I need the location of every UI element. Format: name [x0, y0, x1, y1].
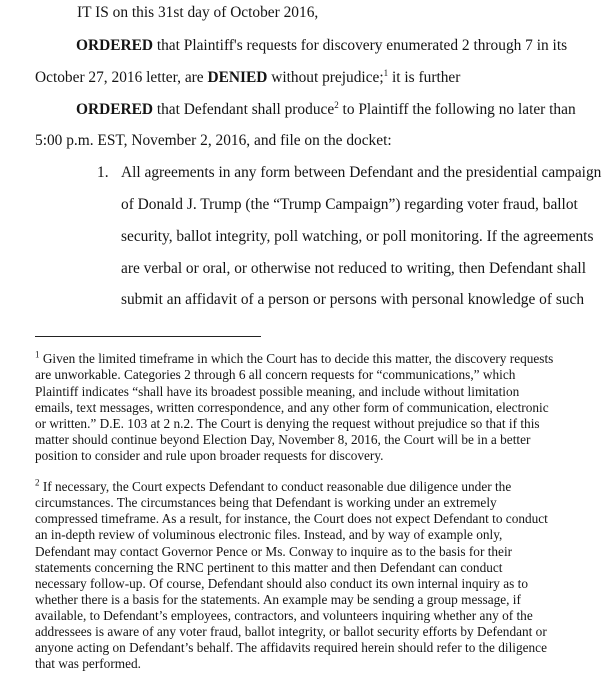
footnote-ref-2[interactable]: 2: [334, 99, 339, 110]
footnote-mark-1: 1: [35, 349, 40, 360]
footnote-2-line: circumstances. The circumstances being that Defendant is working under an extremely: [35, 495, 497, 510]
denied-word: DENIED: [207, 69, 268, 86]
footnote-1-line: emails, text messages, written correspondence, and any other form of communication, electronic: [35, 400, 549, 415]
footnote-mark-2: 2: [35, 477, 40, 488]
paragraph-it-is: IT IS on this 31st day of October 2016,: [77, 4, 319, 21]
footnote-1-line: [35, 351, 553, 367]
list-item-line: security, ballot integrity, poll watching, or poll monitoring. If the agreements: [121, 228, 594, 245]
footnote-2-line: that was performed.: [35, 656, 141, 671]
footnote-1-line: matter should continue beyond Election Day, November 8, 2016, the Court will be in a better: [35, 432, 531, 447]
text: to Plaintiff the following no later than: [342, 101, 576, 118]
ordered-heading: ORDERED: [76, 37, 153, 54]
footnote-ref-1[interactable]: 1: [383, 67, 389, 78]
text: If necessary, the Court expects Defendant to conduct reasonable due diligence under the: [42, 479, 512, 494]
list-item-number: 1.: [97, 164, 109, 181]
footnote-2-line: [35, 479, 511, 495]
text: Given the limited timeframe in which the Court has to decide this matter, the discovery requests: [42, 351, 554, 366]
footnote-1-line: Plaintiff indicates “shall have its broadest possible meaning, and include without limitation: [35, 384, 520, 399]
ordered-paragraph-1-line-1: [76, 37, 567, 55]
footnote-2-line: available, to Defendant’s employees, contractors, and volunteers inquiring whether any of the: [35, 608, 533, 623]
footnote-1-line: are unworkable. Categories 2 through 6 all concern requests for “communications,” which: [35, 367, 516, 382]
footnote-2-line: an in-depth review of voluminous electronic files. Instead, and by way of example only,: [35, 527, 503, 542]
ordered-paragraph-2-line-2: 5:00 p.m. EST, November 2, 2016, and file on the docket:: [35, 132, 392, 149]
list-item-line: of Donald J. Trump (the “Trump Campaign”) regarding voter fraud, ballot: [121, 196, 578, 213]
ordered-paragraph-1-line-2: [35, 69, 460, 87]
footnote-2-line: Defendant may contact Governor Pence or Ms. Conway to inquire as to the basis for their: [35, 544, 513, 559]
footnote-2-line: anyone acting on Defendant’s behalf. The affidavits required herein should refer to the diligence: [35, 640, 547, 655]
footnote-2-line: necessary follow-up. Of course, Defendant should also conduct its own internal inquiry as to: [35, 576, 528, 591]
footnote-2-line: addressees is aware of any voter fraud, ballot integrity, or ballot security efforts by Defendant or: [35, 624, 547, 639]
footnote-2-line: compressed timeframe. As a result, for instance, the Court does not expect Defendant to conduct: [35, 511, 548, 526]
footnote-1-line: or written.” D.E. 103 at 2 n.2. The Court is denying the request without prejudice so that if this: [35, 416, 540, 431]
ordered-heading: ORDERED: [76, 101, 153, 118]
list-item-line: All agreements in any form between Defendant and the presidential campaign: [121, 164, 602, 181]
text: that Plaintiff's requests for discovery enumerated 2 through 7 in its: [156, 37, 568, 54]
text: October 27, 2016 letter, are: [35, 69, 204, 86]
footnote-divider: [35, 336, 261, 337]
text: it is further: [392, 69, 461, 86]
footnote-2-line: statements concerning the RNC pertinent to this matter and then Defendant can conduct: [35, 560, 503, 575]
ordered-paragraph-2-line-1: [76, 101, 576, 119]
text: that Defendant shall produce: [156, 101, 335, 118]
list-item-line: are verbal or oral, or otherwise not reduced to writing, then Defendant shall: [121, 260, 586, 277]
text: without prejudice;: [271, 69, 384, 86]
footnote-1-line: position to consider and rule upon broader requests for discovery.: [35, 448, 384, 463]
list-item-line: submit an affidavit of a person or persons with personal knowledge of such: [121, 291, 585, 308]
footnote-2-line: whether there is a basis for the statements. An example may be sending a group message, if: [35, 592, 521, 607]
